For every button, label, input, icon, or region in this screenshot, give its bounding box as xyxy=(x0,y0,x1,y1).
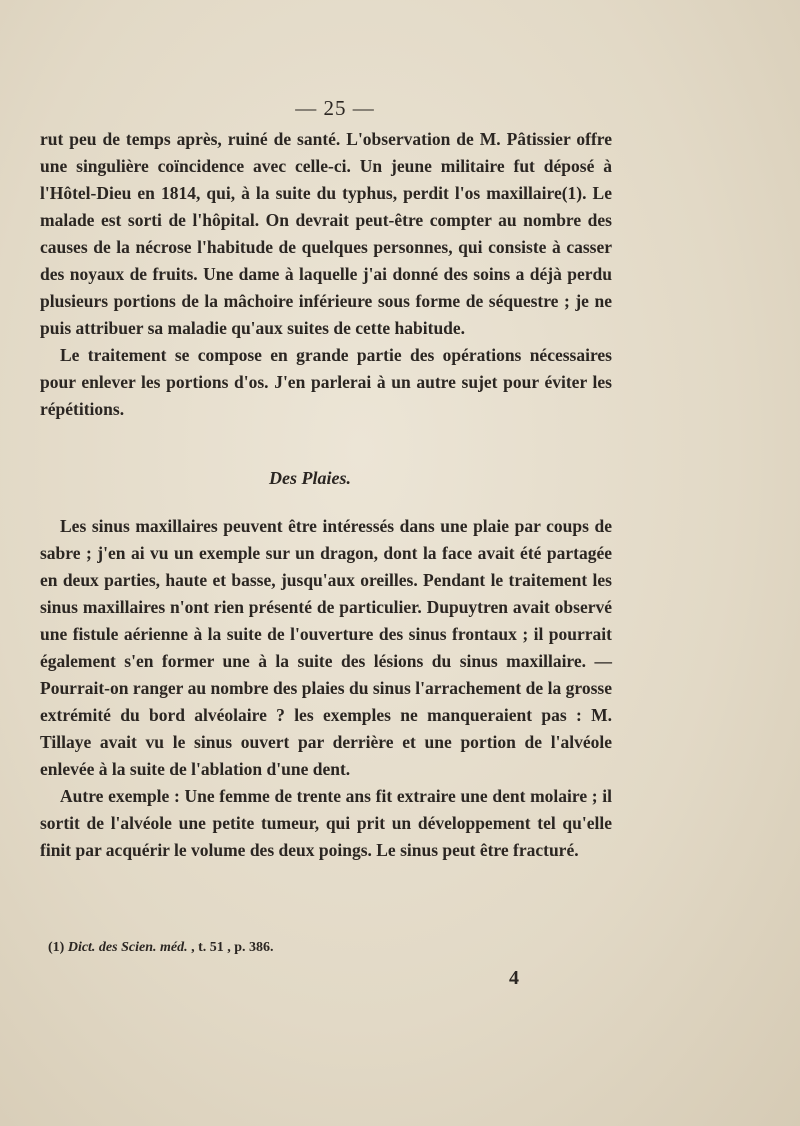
section-heading: Des Plaies. xyxy=(269,468,351,488)
paragraph: rut peu de temps après, ruiné de santé. L'observation de M. Pâtissier offre une singulière coïncidence avec celle-ci. Un jeune militaire fut déposé à l'Hôtel-Dieu en 1814, qui, à la suite du typhus, perdit l'os maxillaire(1). Le malade est sorti de l'hôpital. On devrait peut-être compter au nombre des causes de la nécrose l'habitude de quelques personnes, qui consiste à casser des noyaux de fruits. Une dame à laquelle j'ai donné des soins a déjà perdu plusieurs portions de la mâchoire inférieure sous forme de séquestre ; je ne puis attribuer sa maladie qu'aux suites de cette habitude. xyxy=(40,129,612,338)
paragraph: Les sinus maxillaires peuvent être intéressés dans une plaie par coups de sabre ; j'en ai vu un exemple sur un dragon, dont la face avait été partagée en deux parties, haute et basse, jusqu'aux oreilles. Pendant le traitement les sinus maxillaires n'ont rien présenté de particulier. Dupuytren avait observé une fistule aérienne à la suite de l'ouverture des sinus frontaux ; il pourrait également s'en former une à la suite des lésions du sinus maxillaire. — Pourrait-on ranger au nombre des plaies du sinus l'arrachement de la grosse extrémité du bord alvéolaire ? les exemples ne manqueraient pas : M. Tillaye avait vu le sinus ouvert par derrière et une portion de l'alvéole enlevée à la suite de l'ablation d'une dent. xyxy=(40,516,612,779)
body-text-bottom xyxy=(40,513,612,864)
footnote xyxy=(48,940,274,956)
footnote-reference: Dict. des Scien. méd. xyxy=(67,940,188,955)
footnote-marker: (1) xyxy=(48,940,65,955)
paragraph: Autre exemple : Une femme de trente ans fit extraire une dent molaire ; il sortit de l'alvéole une petite tumeur, qui prit un développement tel qu'elle finit par acquérir le volume des deux poings. Le sinus peut être fracturé. xyxy=(40,786,612,860)
signature-mark: 4 xyxy=(509,967,519,989)
footnote-location: , t. 51 , p. 386. xyxy=(191,940,274,955)
page-number-header: — 25 — xyxy=(295,96,375,120)
paragraph: Le traitement se compose en grande partie des opérations nécessaires pour enlever les portions d'os. J'en parlerai à un autre sujet pour éviter les répétitions. xyxy=(40,345,612,419)
body-text-top xyxy=(40,126,612,423)
